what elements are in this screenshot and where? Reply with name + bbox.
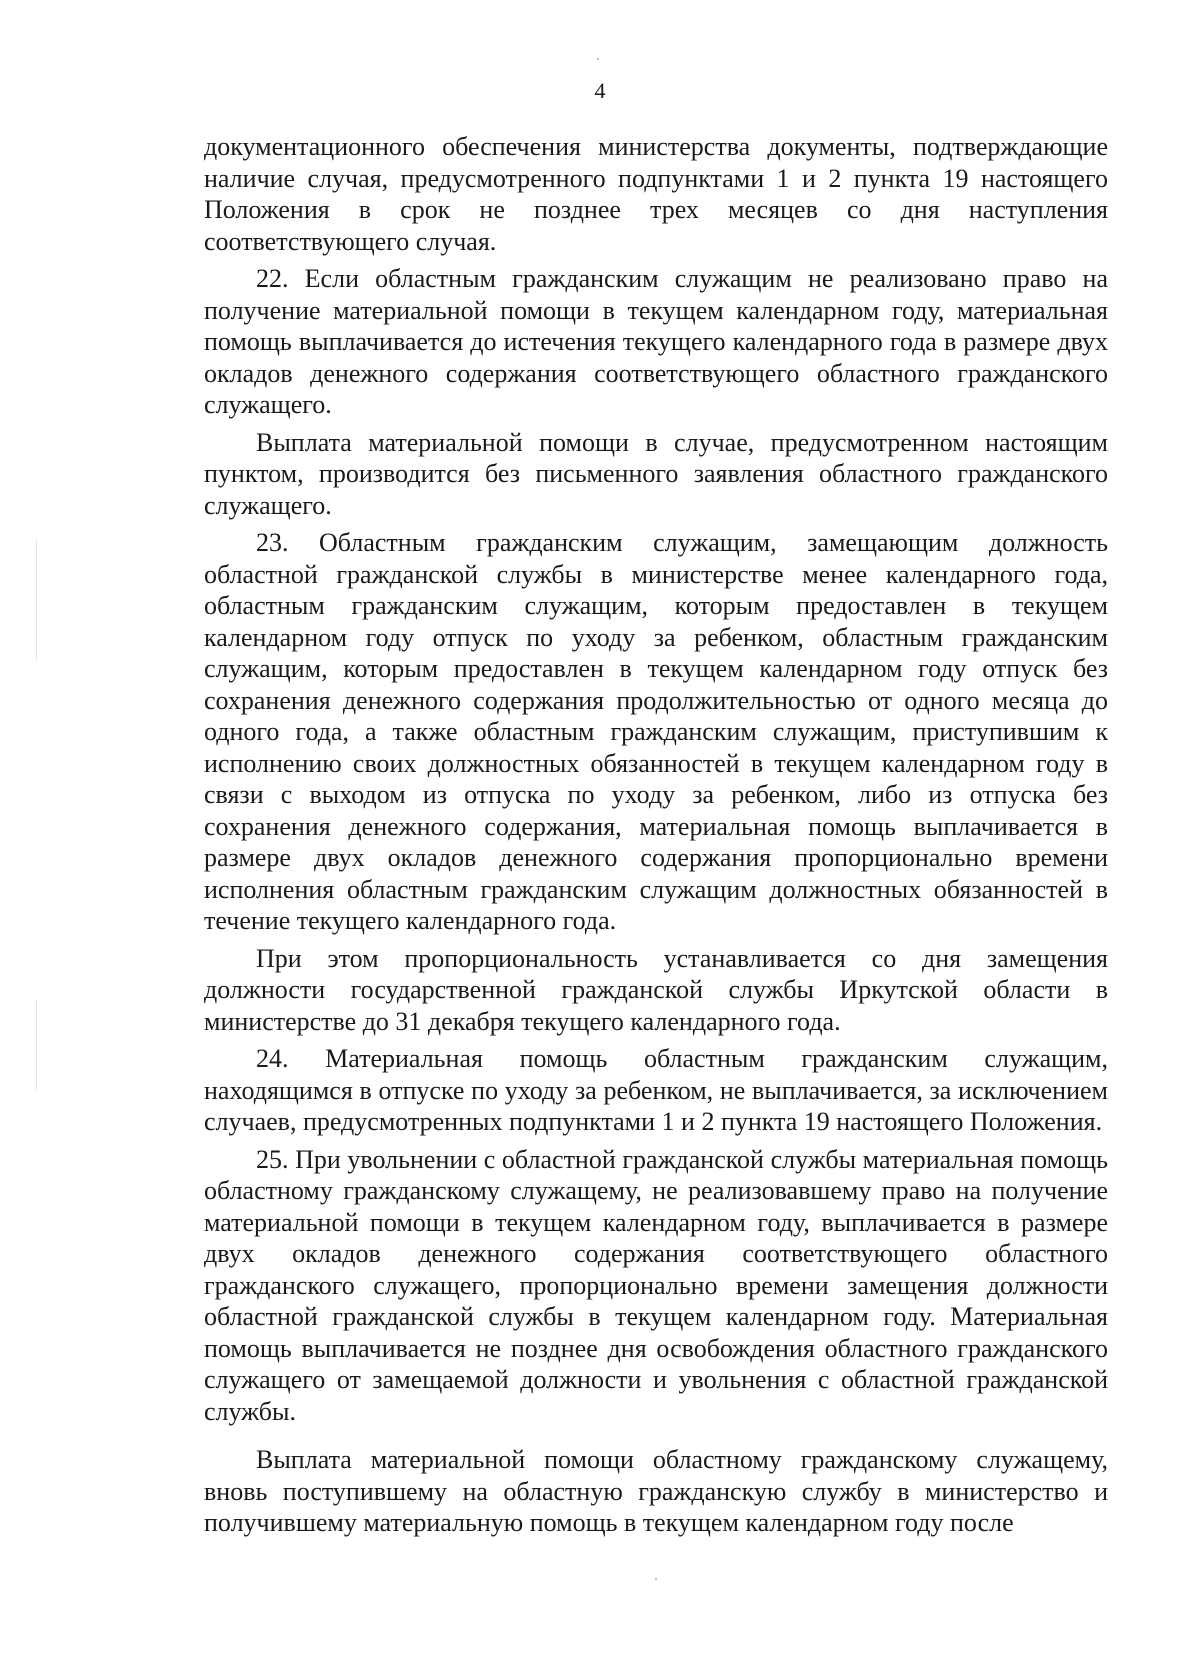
paragraph-25: 25. При увольнении с областной гражданской службы материальная помощь областному гражданскому служащему, не реализовавшему право на получение материальной помощи в текущем календарном году, выплачивается в размере двух окладов денежного содержания соответствующего областного гражданского служащего, пропорционально времени замещения должности областной гражданской службы в текущем календарном году. Материальная помощь выплачивается не позднее дня освобождения областного гражданского служащего от замещаемой должности и увольнения с областной гражданской службы. <box>204 1144 1108 1426</box>
paragraph-22: 22. Если областным гражданским служащим не реализовано право на получение материальной помощи в текущем календарном году, материальная помощь выплачивается до истечения текущего календарного года в размере двух окладов денежного содержания соответствующего областного гражданского служащего. <box>204 264 1108 419</box>
paragraph-24: 24. Материальная помощь областным гражданским служащим, находящимся в отпуске по уходу за ребенком, не выплачивается, за исключением случаев, предусмотренных подпунктами 1 и 2 пункта 19 настоящего Положения. <box>204 1044 1108 1136</box>
paragraph-23: 23. Областным гражданским служащим, замещающим должность областной гражданской службы в министерстве менее календарного года, областным гражданским служащим, которым предоставлен в текущем календарном году отпуск по уходу за ребенком, областным гражданским служащим, которым предоставлен в текущем календарном году отпуск без сохранения денежного содержания продолжительностью от одного месяца до одного года, а также областным гражданским служащим, приступившим к исполнению своих должностных обязанностей в текущем календарном году в связи с выходом из отпуска по уходу за ребенком, либо из отпуска без сохранения денежного содержания, материальная помощь выплачивается в размере двух окладов денежного содержания пропорционально времени исполнения областным гражданским служащим должностных обязанностей в течение текущего календарного года. <box>204 528 1108 935</box>
paragraph-continuation: документационного обеспечения министерства документы, подтверждающие наличие случая, предусмотренного подпунктами 1 и 2 пункта 19 настоящего Положения в срок не позднее трех месяцев со дня наступления соответствующего случая. <box>204 132 1108 256</box>
paragraph-25-payment: Выплата материальной помощи областному гражданскому служащему, вновь поступившему на областную гражданскую службу в министерство и получившему материальную помощь в текущем календарном году после <box>204 1445 1108 1537</box>
paragraph-23-proportionality: При этом пропорциональность устанавливается со дня замещения должности государственной гражданской службы Иркутской области в министерстве до 31 декабря текущего календарного года. <box>204 943 1108 1036</box>
scan-margin-mark <box>36 1000 37 1090</box>
document-body <box>204 131 1108 1539</box>
paragraph-22-payment: Выплата материальной помощи в случае, предусмотренном настоящим пунктом, производится без письменного заявления областного гражданского служащего. <box>204 427 1108 520</box>
scan-speck <box>655 1578 657 1580</box>
scan-margin-mark <box>36 540 37 660</box>
page-number: 4 <box>594 78 606 103</box>
scan-speck <box>597 58 599 60</box>
